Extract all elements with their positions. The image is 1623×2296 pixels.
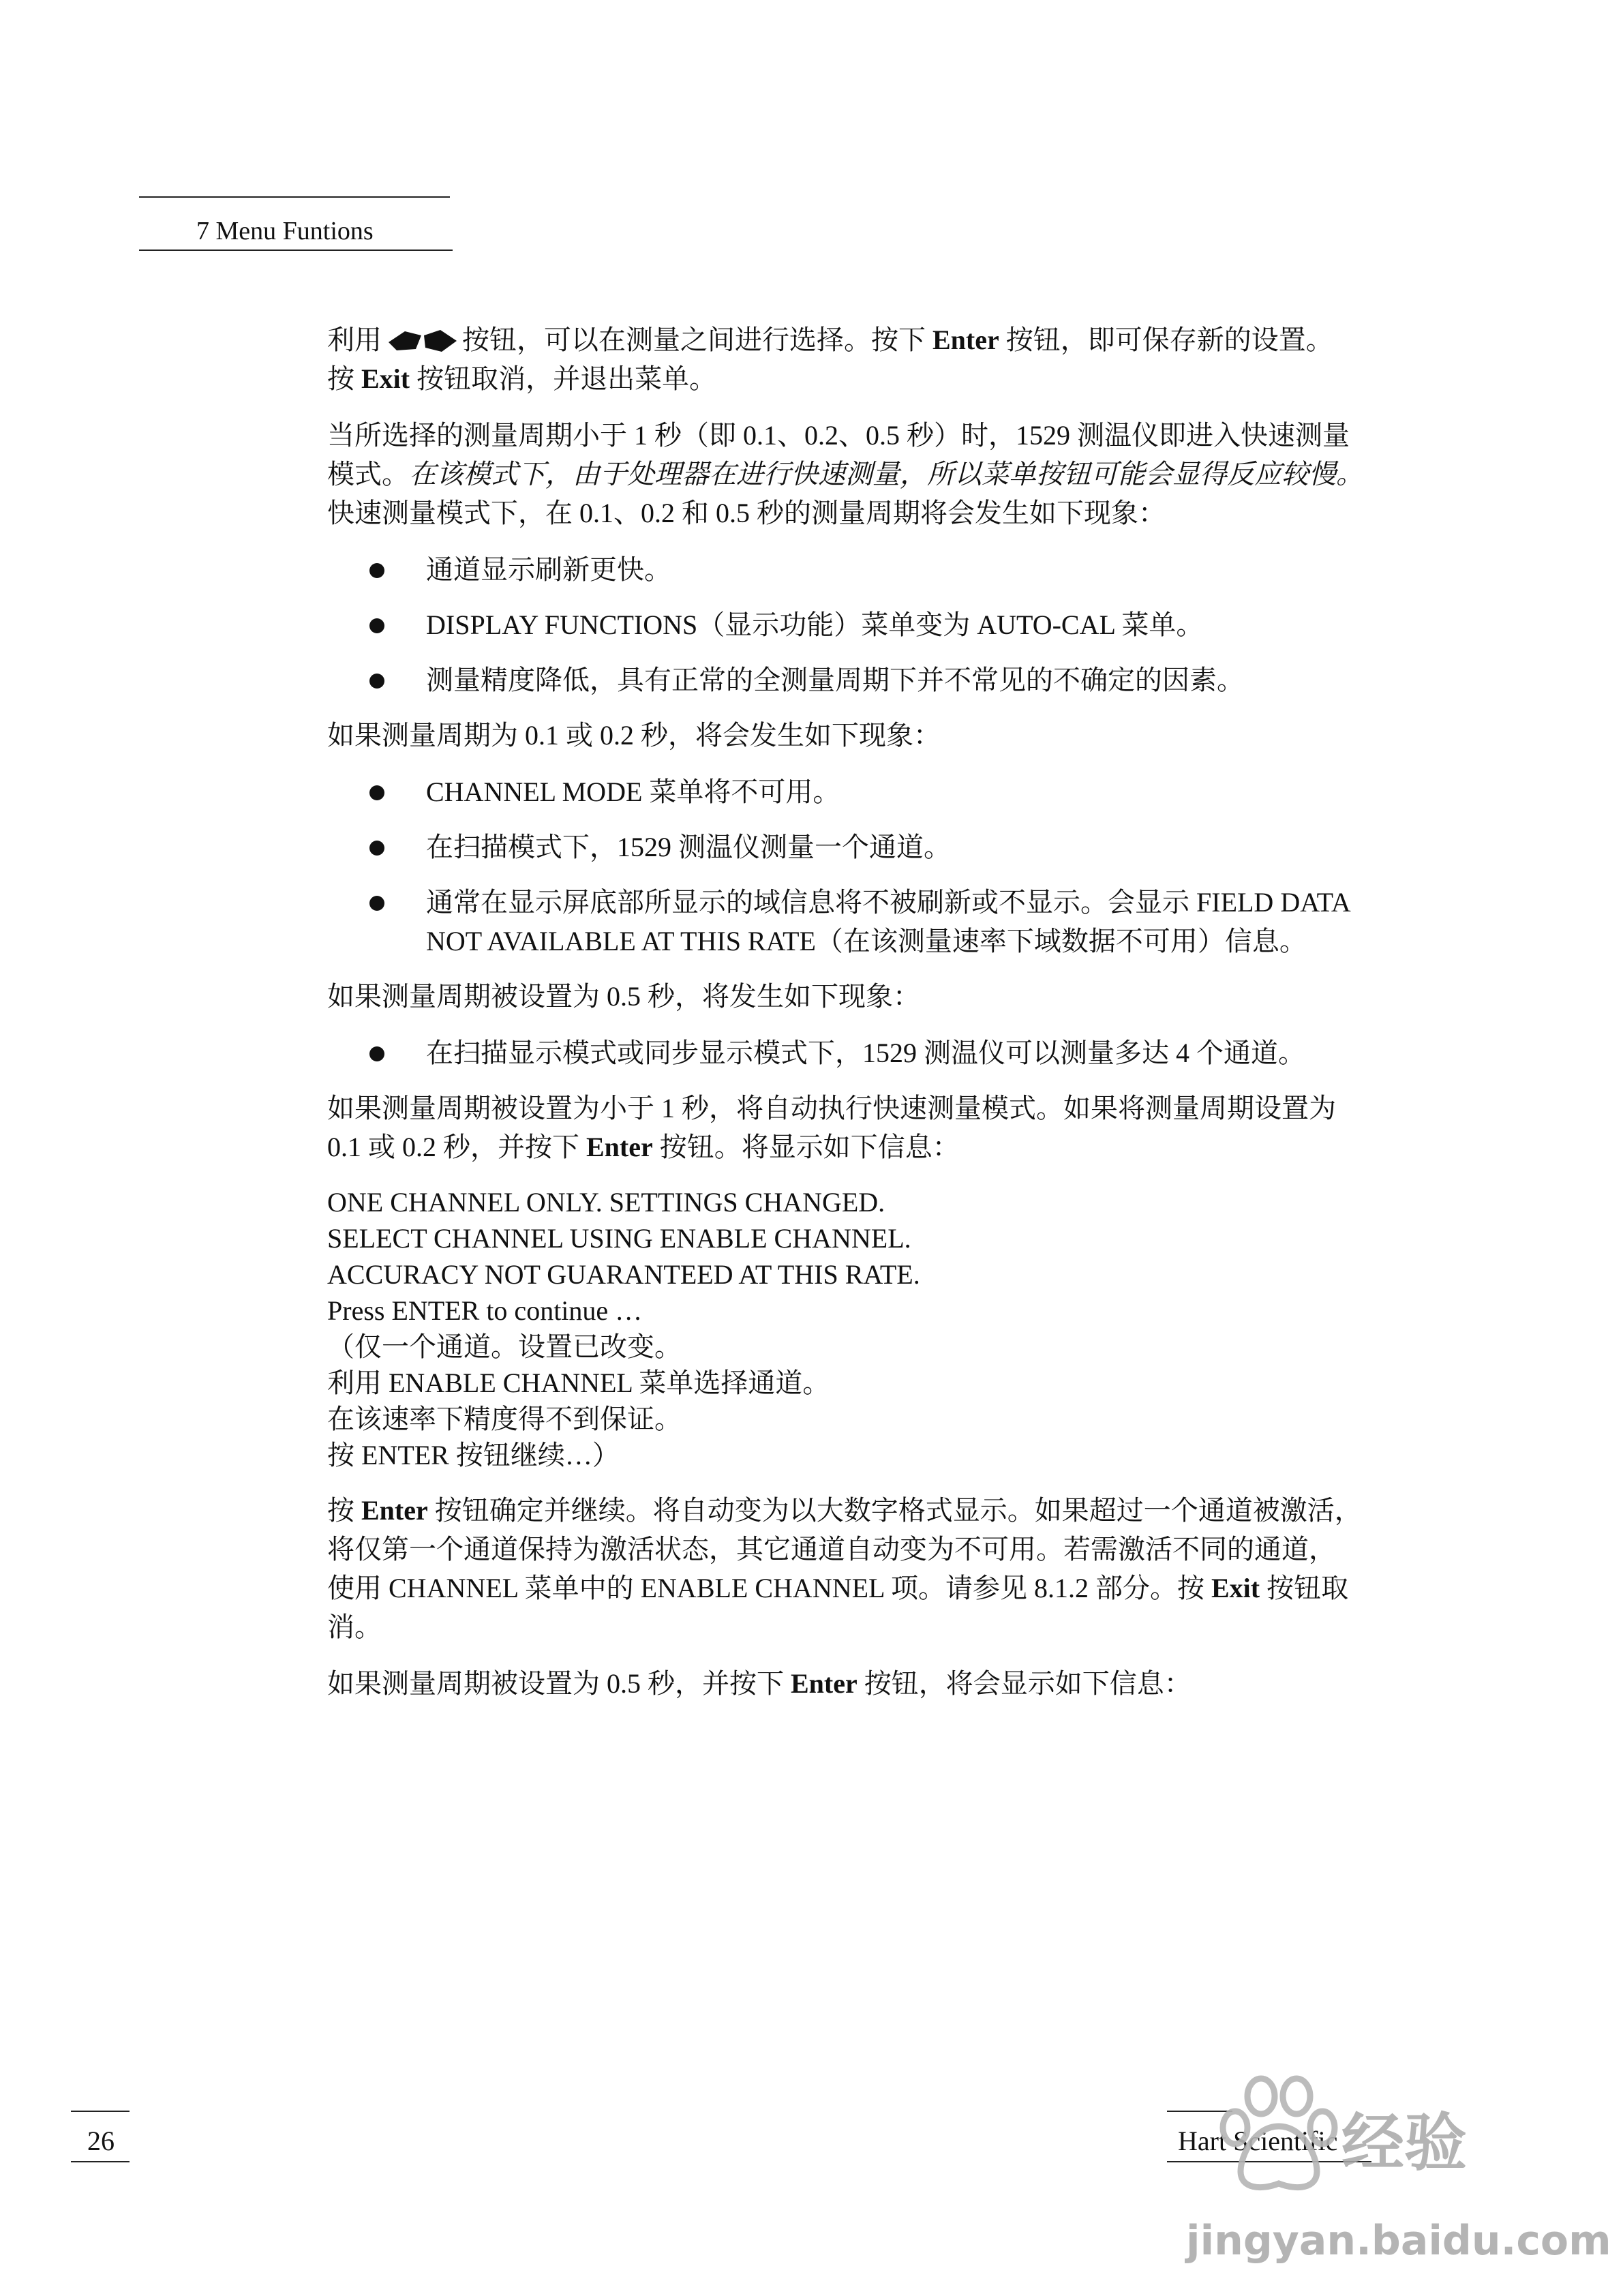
watermark-brand: 经验 [1341,2106,1468,2179]
footer-rule-left-bottom [71,2161,130,2162]
header-rule-top [139,196,450,198]
baidu-jingyan-watermark [1159,2069,1611,2274]
display-message-block [327,1184,1401,1473]
paragraph-line: 按 Exit 按钮取消，并退出菜单。 [327,363,717,394]
bullet-list-fast-mode [327,550,1401,699]
header-rule-bottom [139,250,453,251]
company-name: Hart Scientific [1178,2126,1338,2156]
list-item: 在扫描模式下，1529 测温仪测量一个通道。 [327,828,1401,866]
section-title: 7 Menu Funtions [196,217,374,245]
bullet-list-01-02 [327,772,1401,961]
message-line: 利用 ENABLE CHANNEL 菜单选择通道。 [327,1368,830,1398]
message-line: 在该速率下精度得不到保证。 [327,1404,682,1434]
paragraph-05: 如果测量周期被设置为 0.5 秒，将发生如下现象： [327,981,920,1012]
paragraph-enter-confirm: 按 Enter 按钮确定并继续。将自动变为以大数字格式显示。如果超过一个通道被激活， 将仅第一个通道保持为激活状态，其它通道自动变为不可用。若需激活不同的通道， 使用 CHANNEL 菜单中的 ENABLE CHANNEL 项。请参见 8.1.2 部分。按 Exit 按钮取 消。 [327,1491,1401,1646]
paragraph-line: 使用 CHANNEL 菜单中的 ENABLE CHANNEL 项。请参见 8.1.2 部分。按 Exit 按钮取 [327,1573,1349,1603]
paragraph-line: 如果测量周期被设置为 0.5 秒，并按下 Enter 按钮，将会显示如下信息： [327,1668,1192,1699]
paragraph-line: 按 Enter 按钮确定并继续。将自动变为以大数字格式显示。如果超过一个通道被激活， [327,1495,1362,1526]
paragraph-05-enter [327,1664,1401,1703]
paragraph-fast-mode: 当所选择的测量周期小于 1 秒（即 0.1、0.2、0.5 秒）时，1529 测温仪即进入快速测量 模式。在该模式下，由于处理器在进行快速测量，所以菜单按钮可能会显得反应较慢。 快速测量模式下，在 0.1、0.2 和 0.5 秒的测量周期将会发生如下现象： [327,416,1401,532]
message-line: ACCURACY NOT GUARANTEED AT THIS RATE. [327,1259,920,1290]
paragraph-line: 模式。在该模式下，由于处理器在进行快速测量，所以菜单按钮可能会显得反应较慢。 [327,459,1363,489]
page-content [327,320,1401,1721]
footer-rule-left-top [71,2111,130,2112]
list-item: 通常在显示屏底部所显示的域信息将不被刷新或不显示。会显示 FIELD DATA NOT AVAILABLE AT THIS RATE（在该测量速率下域数据不可用）信息。 [327,883,1401,961]
paragraph-01-02: 如果测量周期为 0.1 或 0.2 秒，将会发生如下现象： [327,720,941,751]
list-item: 测量精度降低，具有正常的全测量周期下并不常见的不确定的因素。 [327,661,1401,699]
left-right-arrow-buttons-icon [387,327,458,354]
message-line: 按 ENTER 按钮继续…） [327,1440,620,1470]
bullet-list-05 [327,1033,1401,1072]
list-item: 通道显示刷新更快。 [327,550,1401,589]
paragraph-navigation [327,320,1401,398]
page-number: 26 [87,2126,115,2156]
list-item: DISPLAY FUNCTIONS（显示功能）菜单变为 AUTO-CAL 菜单。 [327,605,1401,644]
message-line: SELECT CHANNEL USING ENABLE CHANNEL. [327,1223,911,1254]
watermark-site: jingyan.baidu.com [1186,2217,1611,2265]
message-line: （仅一个通道。设置已改变。 [327,1331,682,1362]
paragraph-auto-fast: 如果测量周期被设置为小于 1 秒，将自动执行快速测量模式。如果将测量周期设置为 0.1 或 0.2 秒，并按下 Enter 按钮。将显示如下信息： [327,1089,1401,1166]
message-line: ONE CHANNEL ONLY. SETTINGS CHANGED. [327,1187,885,1218]
paragraph-line: 利用 按钮，可以在测量之间进行选择。按下 Enter 按钮，即可保存新的设置。 [327,324,1333,355]
baidu-paw-icon [1223,2079,1335,2188]
paragraph-line: 0.1 或 0.2 秒，并按下 Enter 按钮。将显示如下信息： [327,1132,960,1162]
message-line: Press ENTER to continue … [327,1295,643,1326]
list-item: 在扫描显示模式或同步显示模式下，1529 测温仪可以测量多达 4 个通道。 [327,1033,1401,1072]
list-item: CHANNEL MODE 菜单将不可用。 [327,772,1401,811]
